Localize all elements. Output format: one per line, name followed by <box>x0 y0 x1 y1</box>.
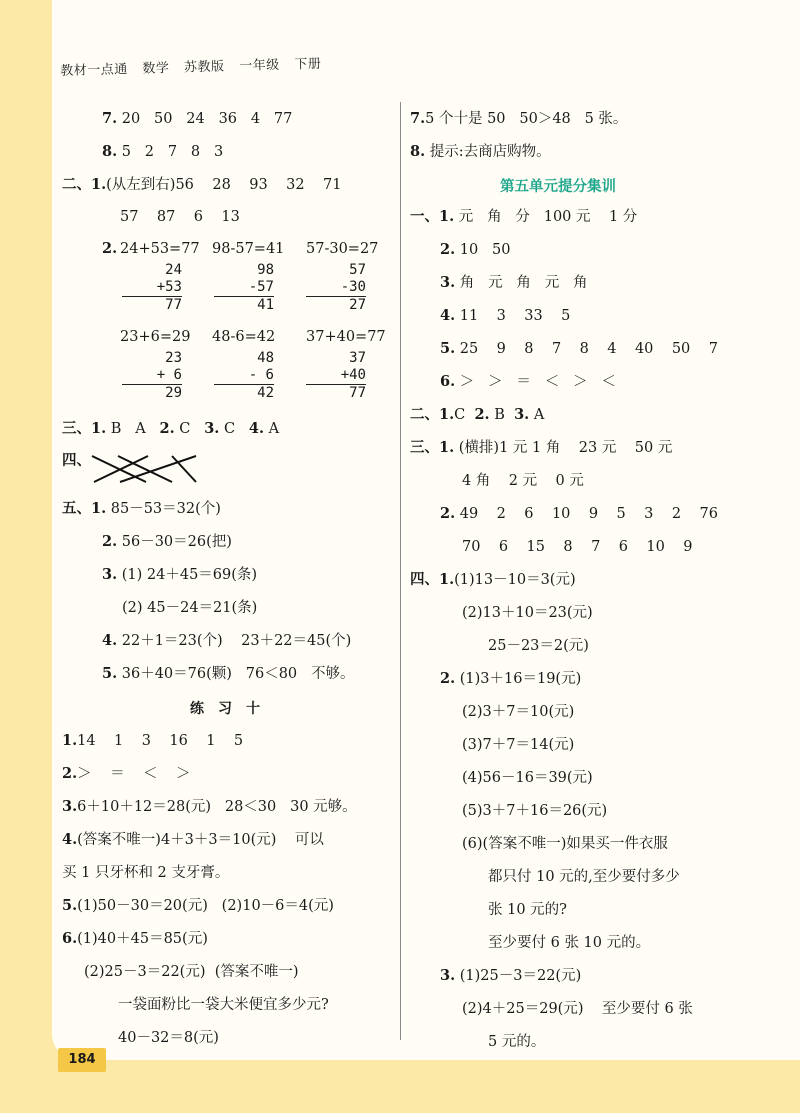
unit5-2: 二、1.C 2. B 3. A <box>410 406 545 423</box>
unit5-4-1-3: 25－23＝2(元) <box>488 638 589 654</box>
answer-7: 7. 20 50 24 36 4 77 <box>102 110 293 127</box>
unit5-1-1: 一、1. 元 角 分 100 元 1 分 <box>410 208 638 225</box>
unit5-3-1-cont: 4 角 2 元 0 元 <box>462 473 584 489</box>
vertical-calculation: 48 - 6 42 <box>214 350 274 402</box>
answer-5-3-2: (2) 45－24＝21(条) <box>122 600 258 616</box>
book-name: 教材一点通 <box>60 62 129 79</box>
equation: 37+40=77 <box>306 329 386 345</box>
equation: 24+53=77 <box>120 241 200 257</box>
unit5-4-2-6d: 至少要付 6 张 10 元的。 <box>488 935 651 951</box>
subject: 数学 <box>142 60 170 77</box>
exercise-6-2: (2)25－3＝22(元) (答案不唯一) <box>84 964 299 980</box>
unit5-4-2-6b: 都只付 10 元的,至少要付多少 <box>488 869 680 885</box>
equation: 23+6=29 <box>120 329 191 345</box>
answer-5-2: 2. 56－30＝26(把) <box>102 533 232 550</box>
exercise-6: 6.(1)40＋45＝85(元) <box>62 930 208 947</box>
unit5-4-2-3: (3)7＋7＝14(元) <box>462 737 575 753</box>
answer-8: 8. 提示:去商店购物。 <box>410 143 551 160</box>
exercise-6-answer: 40－32＝8(元) <box>118 1030 219 1046</box>
unit5-4-3: 3. (1)25－3＝22(元) <box>440 967 582 984</box>
unit5-3-2: 2. 49 2 6 10 9 5 3 2 76 <box>440 505 718 522</box>
unit5-4-3-2: (2)4＋25＝29(元) 至少要付 6 张 <box>462 1001 693 1017</box>
exercise-1: 1.14 1 3 16 1 5 <box>62 732 244 749</box>
equation: 57-30=27 <box>306 241 379 257</box>
matching-lines-diagram <box>88 450 198 486</box>
answer-7: 7.5 个十是 50 50＞48 5 张。 <box>410 110 628 127</box>
unit5-1-5: 5. 25 9 8 7 8 4 40 50 7 <box>440 340 718 357</box>
vertical-calculation: 98 -57 41 <box>214 262 274 314</box>
answer-5-5: 5. 36＋40＝76(颗) 76＜80 不够。 <box>102 665 355 682</box>
exercise-6-question: 一袋面粉比一袋大米便宜多少元? <box>118 997 329 1013</box>
answer-2-1-cont: 57 87 6 13 <box>120 209 240 225</box>
exercise-4: 4.(答案不唯一)4＋3＋3＝10(元) 可以 <box>62 831 324 848</box>
unit5-4-2: 2. (1)3＋16＝19(元) <box>440 670 582 687</box>
unit5-4-3-3: 5 元的。 <box>488 1034 546 1050</box>
exercise-2: 2.＞ ＝ ＜ ＞ <box>62 765 191 782</box>
answer-5-1: 五、1. 85－53＝32(个) <box>62 500 221 517</box>
unit5-4-2-4: (4)56－16＝39(元) <box>462 770 593 786</box>
unit5-4-2-6: (6)(答案不唯一)如果买一件衣服 <box>462 836 668 852</box>
equation: 98-57=41 <box>212 241 285 257</box>
unit5-4-2-5: (5)3＋7＋16＝26(元) <box>462 803 608 819</box>
unit5-3-1: 三、1. (横排)1 元 1 角 23 元 50 元 <box>410 439 673 456</box>
unit5-3-2-cont: 70 6 15 8 7 6 10 9 <box>462 539 693 555</box>
answer-5-4: 4. 22＋1＝23(个) 23＋22＝45(个) <box>102 632 352 649</box>
exercise-3: 3.6＋10＋12＝28(元) 28＜30 30 元够。 <box>62 798 357 815</box>
vertical-calculation: 23 + 6 29 <box>122 350 182 402</box>
equation: 48-6=42 <box>212 329 276 345</box>
answer-3: 三、1. B A 2. C 3. C 4. A <box>62 420 280 437</box>
unit5-1-3: 3. 角 元 角 元 角 <box>440 274 588 291</box>
vertical-calculation: 37 +40 77 <box>306 350 366 402</box>
column-divider <box>400 102 401 1040</box>
unit5-1-2: 2. 10 50 <box>440 241 511 258</box>
vertical-calculation: 24 +53 77 <box>122 262 182 314</box>
exercise-5: 5.(1)50－30＝20(元) (2)10－6＝4(元) <box>62 897 334 914</box>
answer-4-label: 四、 <box>62 452 91 469</box>
page-number: 184 <box>58 1048 106 1072</box>
unit5-4-1-2: (2)13＋10＝23(元) <box>462 605 593 621</box>
vertical-calculation: 57 -30 27 <box>306 262 366 314</box>
edition: 苏教版 <box>183 59 225 76</box>
unit5-1-6: 6. ＞ ＞ ＝ ＜ ＞ ＜ <box>440 373 616 390</box>
unit5-1-4: 4. 11 3 33 5 <box>440 307 571 324</box>
exercise-4-cont: 买 1 只牙杯和 2 支牙膏。 <box>62 865 230 881</box>
grade: 一年级 <box>239 57 280 74</box>
section-title-unit-5: 第五单元提分集训 <box>500 179 616 195</box>
answer-5-3: 3. (1) 24＋45＝69(条) <box>102 566 258 583</box>
answer-2-1: 二、1.(从左到右)56 28 93 32 71 <box>62 176 342 193</box>
answer-2-2: 2. <box>102 240 118 257</box>
unit5-4-2-2: (2)3＋7＝10(元) <box>462 704 575 720</box>
term: 下册 <box>294 56 322 73</box>
unit5-4-1: 四、1.(1)13－10＝3(元) <box>410 571 576 588</box>
section-title-exercise-10: 练习十 <box>190 701 274 717</box>
answer-8: 8. 5 2 7 8 3 <box>102 143 224 160</box>
unit5-4-2-6c: 张 10 元的? <box>488 902 567 918</box>
